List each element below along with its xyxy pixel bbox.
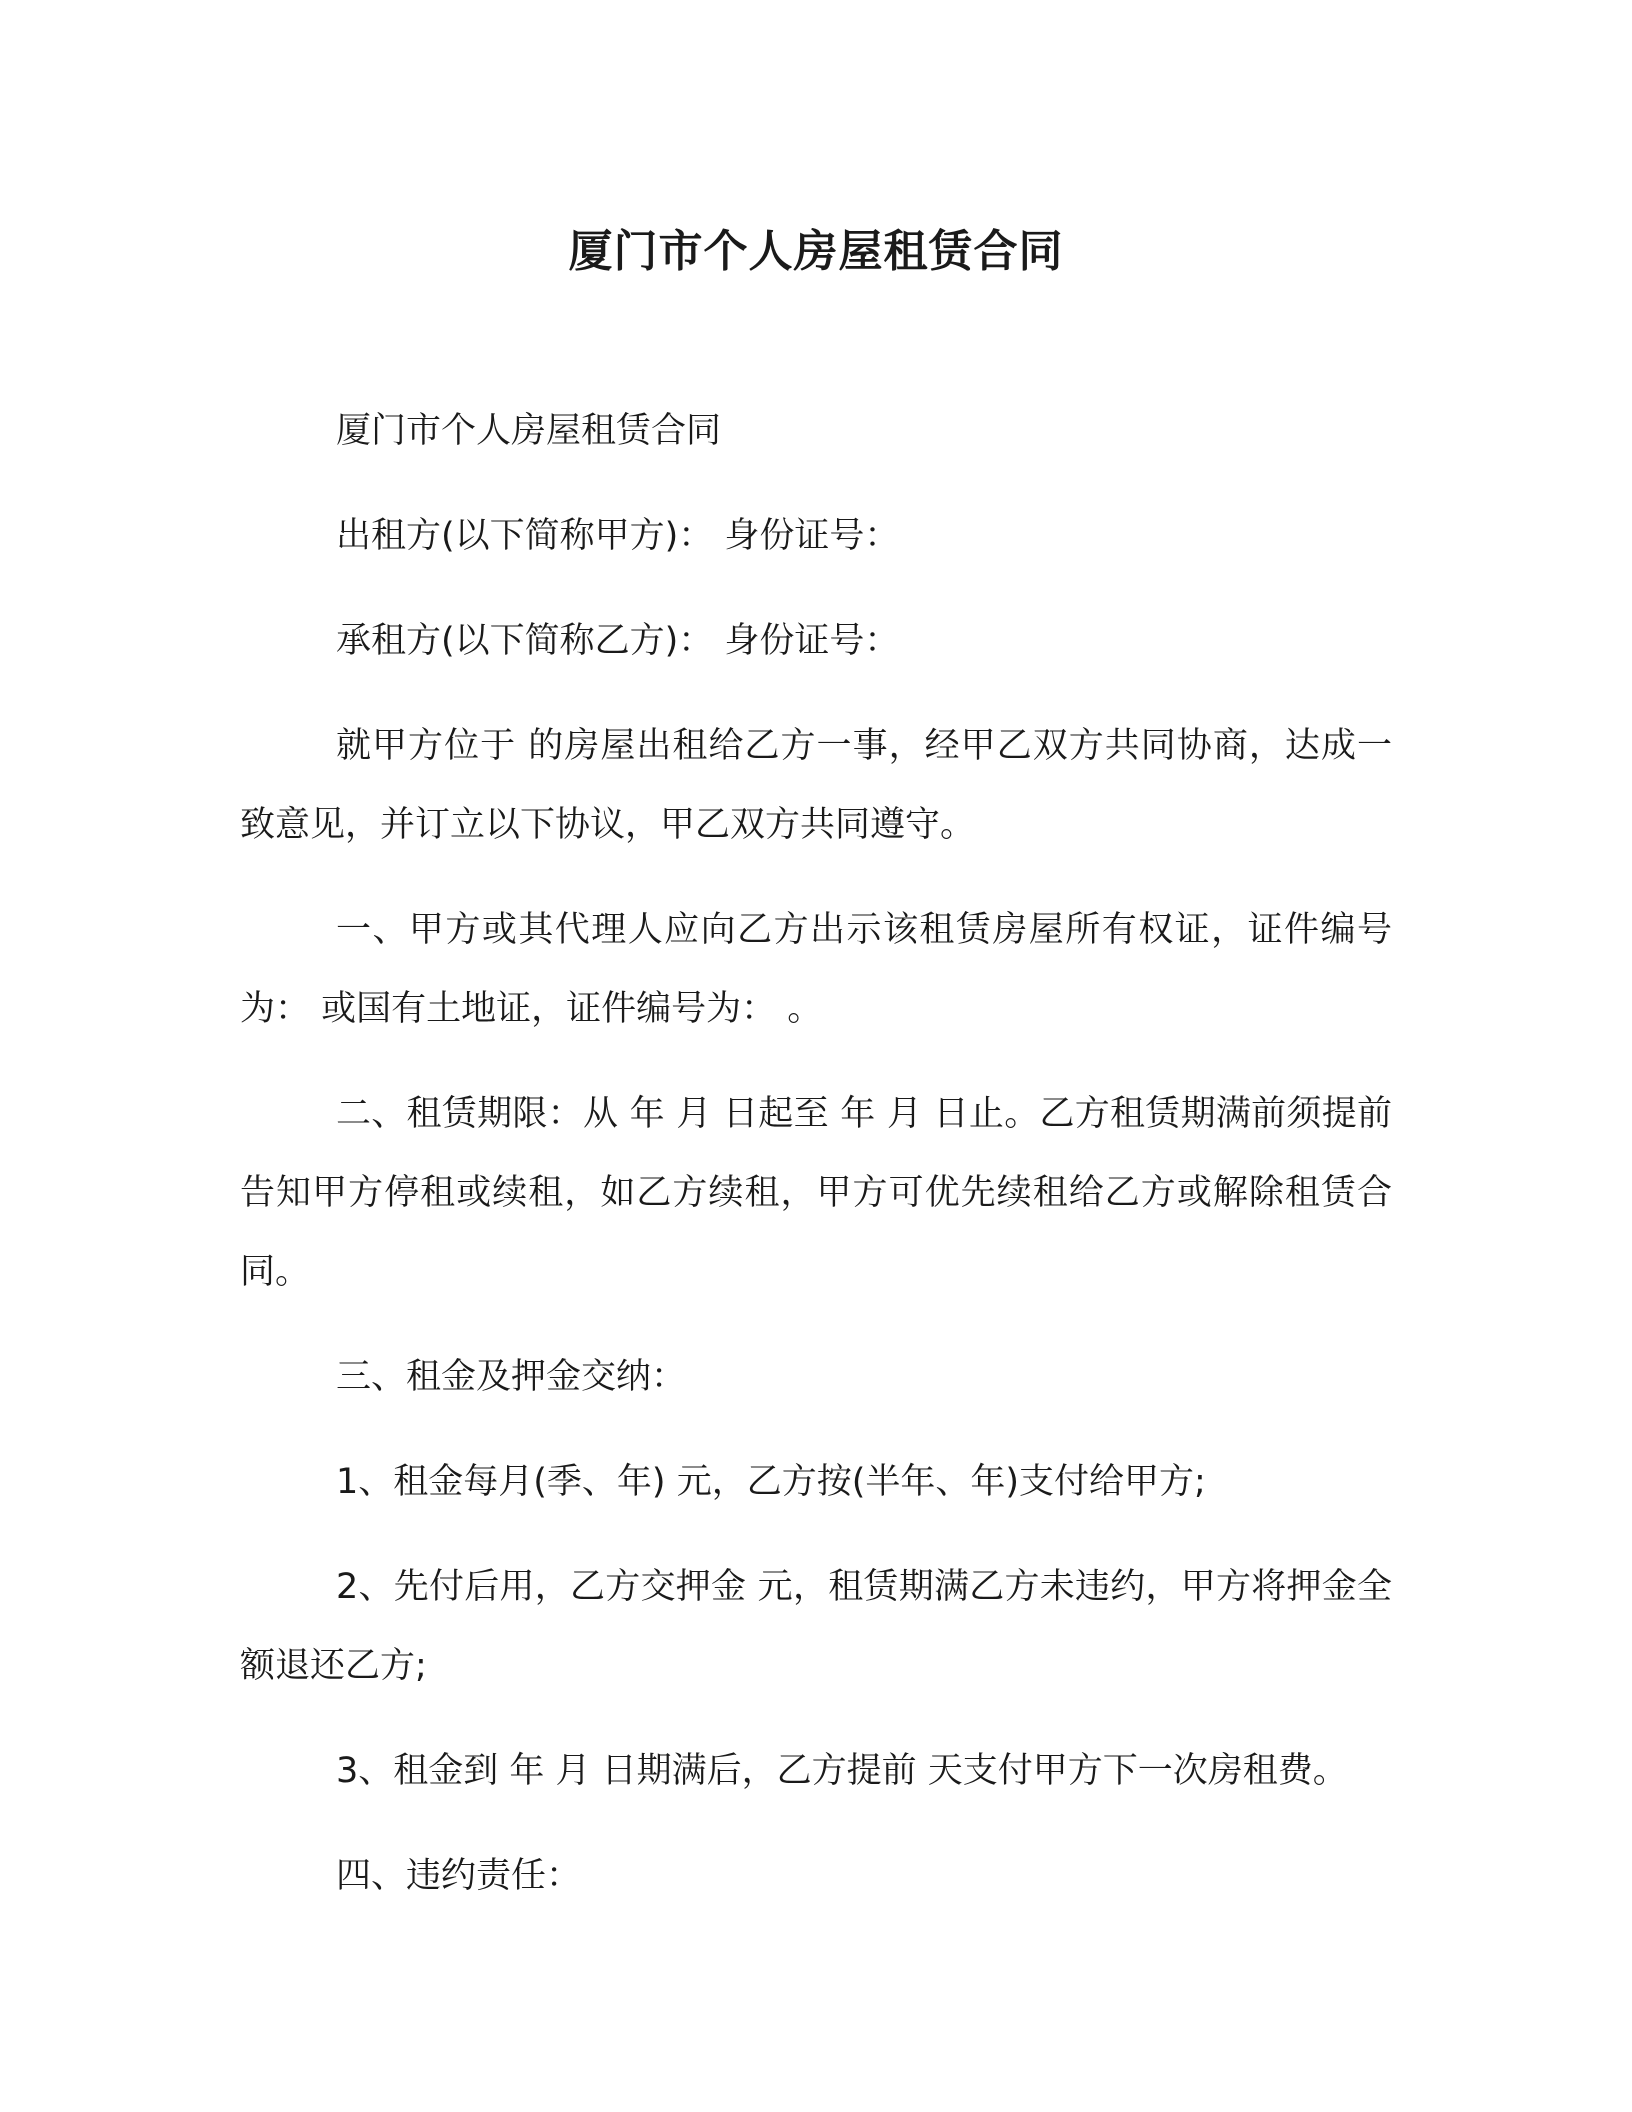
document-title: 厦门市个人房屋租赁合同	[568, 226, 1064, 277]
paragraph-lessor: 出租方(以下简称甲方)： 身份证号：	[336, 516, 900, 556]
paragraph-preamble: 就甲方位于 的房屋出租给乙方一事，经甲乙双方共同协商，达成一致意见，并订立以下协议，甲乙双方共同遵守。	[240, 726, 1392, 845]
paragraph-clause-3-1: 1、租金每月(季、年) 元，乙方按(半年、年)支付给甲方;	[336, 1462, 1206, 1502]
paragraph-clause-4: 四、违约责任：	[336, 1856, 582, 1896]
paragraph-clause-2: 二、租赁期限：从 年 月 日起至 年 月 日止。乙方租赁期满前须提前告知甲方停租或续租，如乙方续租，甲方可优先续租给乙方或解除租赁合同。	[240, 1094, 1392, 1292]
paragraph-clause-1: 一、甲方或其代理人应向乙方出示该租赁房屋所有权证，证件编号为： 或国有土地证，证件编号为： 。	[240, 910, 1392, 1029]
paragraph-clause-3-3: 3、租金到 年 月 日期满后，乙方提前 天支付甲方下一次房租费。	[336, 1751, 1348, 1791]
paragraph-clause-3: 三、租金及押金交纳：	[336, 1357, 687, 1397]
paragraph-heading: 厦门市个人房屋租赁合同	[336, 411, 722, 451]
document-body	[240, 392, 1392, 1942]
paragraph-clause-3-2: 2、先付后用，乙方交押金 元，租赁期满乙方未违约，甲方将押金全额退还乙方;	[240, 1567, 1392, 1686]
paragraph-lessee: 承租方(以下简称乙方)： 身份证号：	[336, 621, 900, 661]
